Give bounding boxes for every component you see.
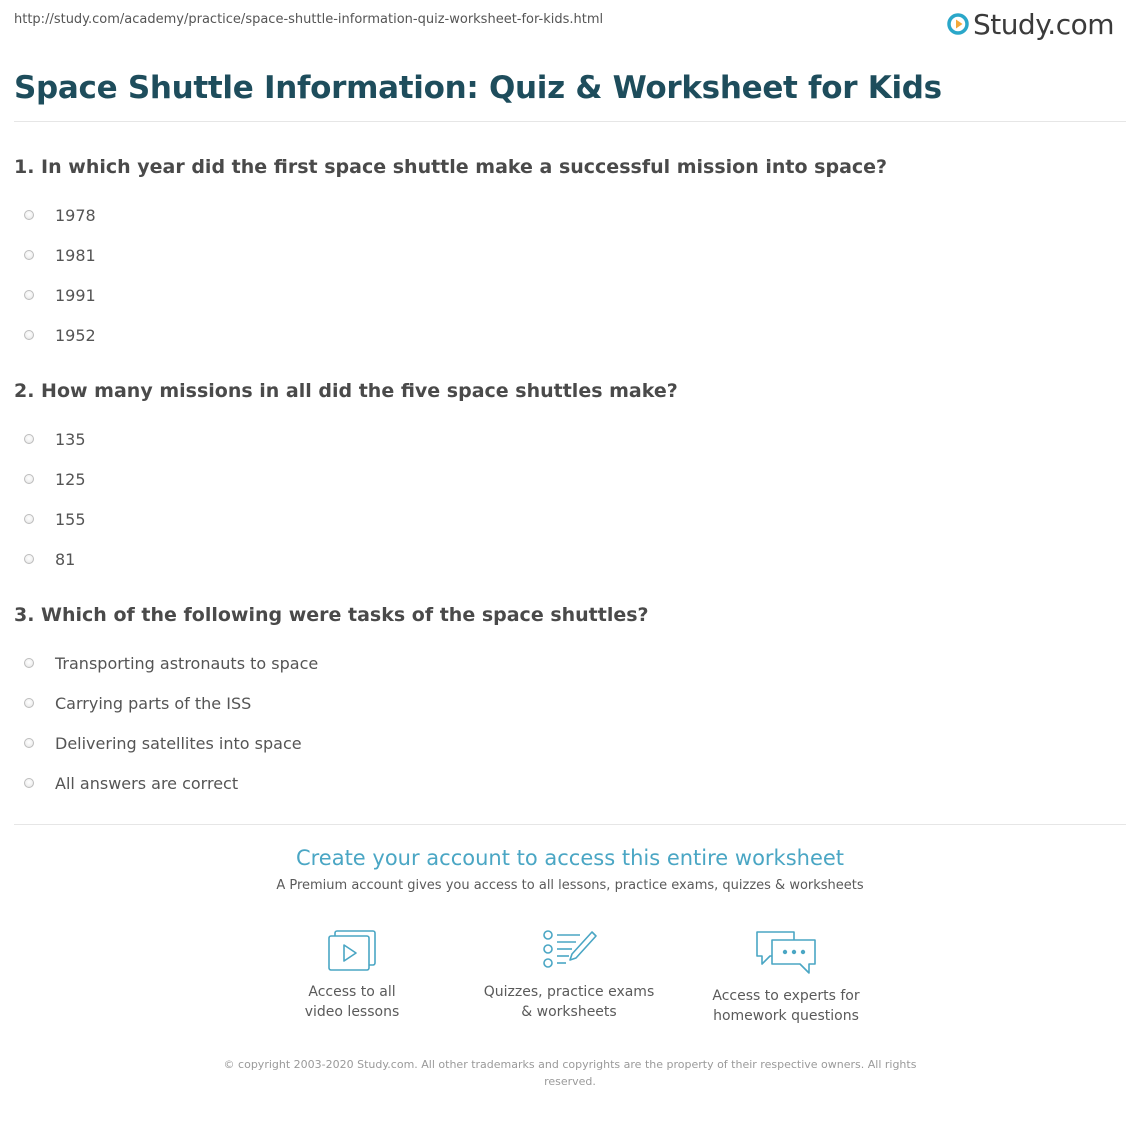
question-text: 3. Which of the following were tasks of the space shuttles? [14,604,649,626]
answer-label: All answers are correct [55,773,239,793]
answer-options [14,419,1126,579]
feature-label-line: homework questions [713,1008,859,1024]
feature-label [469,982,669,1022]
answer-option[interactable] [14,539,1126,579]
answer-option[interactable] [14,315,1126,355]
question-2 [14,378,1126,579]
answer-label: Transporting astronauts to space [55,653,319,673]
answer-option[interactable] [14,195,1126,235]
answer-option[interactable] [14,235,1126,275]
answer-label: 125 [55,469,86,489]
answer-label: Carrying parts of the ISS [55,693,252,713]
answer-option[interactable] [14,723,1126,763]
radio-button[interactable] [24,474,34,484]
question-1 [14,154,1126,355]
page-title: Space Shuttle Information: Quiz & Worksheet for Kids [14,70,942,106]
answer-options [14,195,1126,355]
question-text: 1. In which year did the first space shuttle make a successful mission into space? [14,156,888,178]
feature-quizzes [469,928,669,1022]
radio-button[interactable] [24,658,34,668]
chat-bubbles-icon [754,928,818,976]
answer-label: 135 [55,429,86,449]
answer-label: 155 [55,509,86,529]
answer-option[interactable] [14,763,1126,803]
cta-divider [14,824,1126,825]
radio-button[interactable] [24,698,34,708]
answer-option[interactable] [14,419,1126,459]
answer-option[interactable] [14,683,1126,723]
radio-button[interactable] [24,330,34,340]
answer-label: 81 [55,549,76,569]
feature-label [686,986,886,1026]
radio-button[interactable] [24,210,34,220]
radio-button[interactable] [24,554,34,564]
answer-label: 1981 [55,245,96,265]
create-account-link[interactable]: Create your account to access this entire worksheet [295,846,845,870]
answer-option[interactable] [14,459,1126,499]
answer-option[interactable] [14,499,1126,539]
page-url[interactable]: http://study.com/academy/practice/space-shuttle-information-quiz-worksheet-for-kids.html [14,12,604,27]
feature-label-line: Quizzes, practice exams [483,984,655,1000]
question-3 [14,602,1126,803]
radio-button[interactable] [24,250,34,260]
premium-description: A Premium account gives you access to all lessons, practice exams, quizzes & worksheets [276,878,864,893]
video-lesson-icon [326,928,378,972]
radio-button[interactable] [24,738,34,748]
radio-button[interactable] [24,290,34,300]
feature-label-line: Access to all [308,984,396,1000]
answer-option[interactable] [14,275,1126,315]
answer-label: 1952 [55,325,96,345]
feature-label-line: & worksheets [521,1004,617,1020]
study-logo[interactable] [947,6,1114,42]
top-bar [0,0,1140,50]
quiz-checklist-icon [540,928,598,972]
feature-label-line: video lessons [304,1004,400,1020]
copyright-footer: © copyright 2003-2020 Study.com. All other trademarks and copyrights are the property of their respective owners. All rights reserved. [223,1058,917,1088]
answer-label: 1991 [55,285,96,305]
answer-options [14,643,1126,803]
logo-text: Study.com [972,7,1114,41]
radio-button[interactable] [24,514,34,524]
answer-label: 1978 [55,205,96,225]
feature-experts [686,928,886,1026]
feature-label-line: Access to experts for [712,988,860,1004]
answer-label: Delivering satellites into space [55,733,302,753]
feature-label [252,982,452,1022]
title-divider [14,121,1126,122]
radio-button[interactable] [24,778,34,788]
question-text: 2. How many missions in all did the five space shuttles make? [14,380,678,402]
answer-option[interactable] [14,643,1126,683]
logo-play-icon [947,13,969,35]
feature-video-lessons [252,928,452,1022]
radio-button[interactable] [24,434,34,444]
